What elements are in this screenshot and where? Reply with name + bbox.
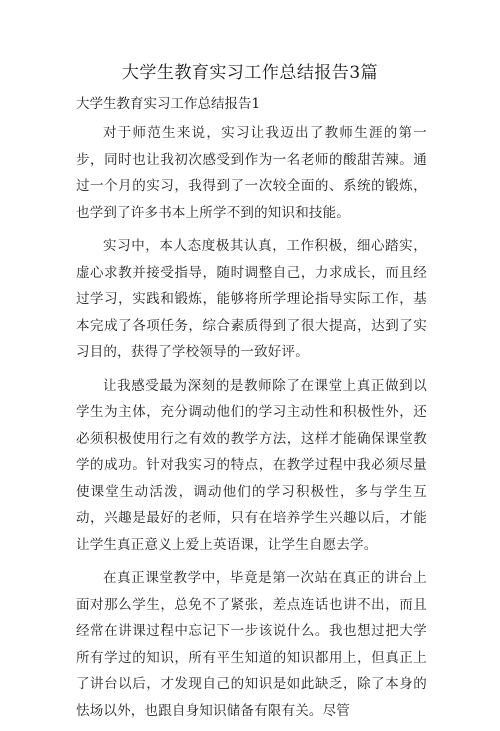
document-body [76,120,427,731]
section-heading: 大学生教育实习工作总结报告1 [76,96,261,112]
paragraph-2: 实习中，本人态度极其认真，工作积极，细心踏实，虚心求教并接受指导，随时调整自己，力求成长，而且经过学习，实践和锻炼，能够将所学理论指导实际工作，基本完成了各项任务，综合素质得到了很大提高，达到了实习目的，获得了学校领导的一致好评。 [76,238,427,360]
paragraph-3: 让我感受最为深刻的是教师除了在课堂上真正做到以学生为主体，充分调动他们的学习主动性和积极性外，还必须积极使用行之有效的教学方法，这样才能确保课堂教学的成功。针对我实习的特点，在教学过程中我必须尽量使课堂生动活泼，调动他们的学习积极性，多与学生互动，兴趣是最好的老师，只有在培养学生兴趣以后，才能让学生真正意义上爱上英语课，让学生自愿去学。 [76,377,427,553]
document-title: 大学生教育实习工作总结报告3篇 [121,63,379,83]
paragraph-1: 对于师范生来说，实习让我迈出了教师生涯的第一步，同时也让我初次感受到作为一名老师的酸甜苦辣。通过一个月的实习，我得到了一次较全面的、系统的锻炼，也学到了许多书本上所学不到的知识和技能。 [76,125,427,221]
paragraph-4: 在真正课堂教学中，毕竟是第一次站在真正的讲台上面对那么学生，总免不了紧张，差点连话也讲不出，而且经常在讲课过程中忘记下一步该说什么。我也想过把大学所有学过的知识，所有平生知道的知识都用上，但真正上了讲台以后，才发现自己的知识是如此缺乏，除了本身的怯场以外，也跟自身知识储备有限有关。尽管 [76,570,427,719]
